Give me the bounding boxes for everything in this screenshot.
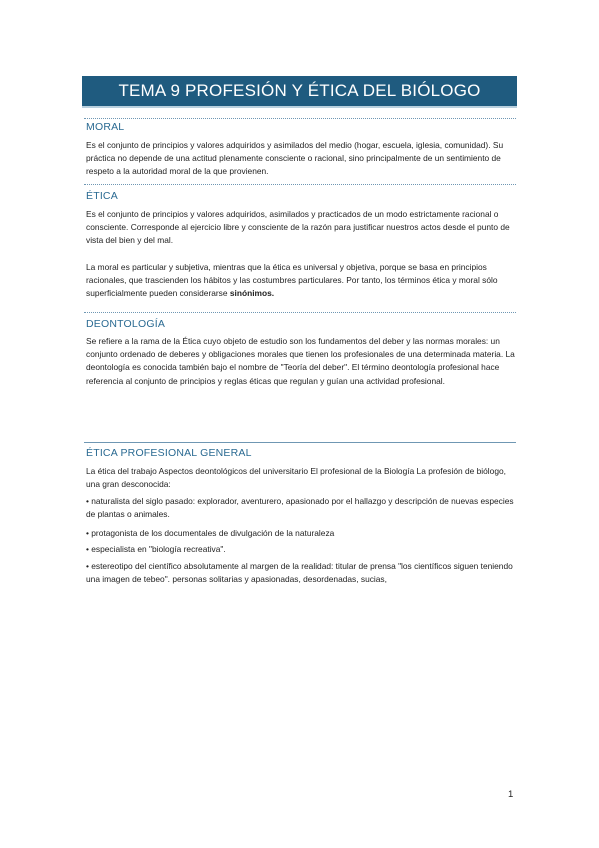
list-item: • estereotipo del científico absolutamente al margen de la realidad: titular de prensa "los científicos siguen teniendo una imagen de tebeo". personas solitarias y apasionadas, desordenadas, sucias, <box>86 561 513 585</box>
list-item: • naturalista del siglo pasado: explorador, aventurero, apasionado por el hallazgo y descripción de nuevas especies de plantas o animales. <box>86 496 514 520</box>
etica-paragraph: Es el conjunto de principios y valores adquiridos, asimilados y practicados de un modo estrictamente racional o consciente. Corresponde al ejercicio libre y consciente de la razón para justificar nuestros actos desde el punto de vista del bien y del mal. <box>86 209 510 246</box>
list-item: • protagonista de los documentales de divulgación de la naturaleza <box>86 528 335 538</box>
section-heading-moral: MORAL <box>86 121 125 133</box>
deontologia-paragraph: Se refiere a la rama de la Ética cuyo objeto de estudio son los fundamentos del deber y las normas morales: un conjunto ordenado de deberes y obligaciones morales que tienen los profesionales de una determinada materia. La deontología es conocida también bajo el nombre de "Teoría del deber". El término deontología profesional hace referencia al conjunto de principios y reglas éticas que regulan y guían una actividad profesional. <box>86 336 515 386</box>
divider <box>84 118 516 119</box>
divider <box>84 442 516 443</box>
page-number: 1 <box>508 789 514 800</box>
section-heading-etica: ÉTICA <box>86 190 118 202</box>
moral-paragraph: Es el conjunto de principios y valores adquiridos y asimilados del medio (hogar, escuela, iglesia, comunidad). Su práctica no depende de una actitud plenamente consciente o racional, sino principalmente de un sentimiento de respeto a la autoridad moral de la que provienen. <box>86 140 504 177</box>
section-heading-deontologia: DEONTOLOGÍA <box>86 318 166 330</box>
emphasis-synonyms: sinónimos. <box>229 288 275 299</box>
etica-comparison-paragraph <box>86 261 516 301</box>
divider <box>84 184 516 185</box>
list-item: • especialista en "biología recreativa". <box>86 544 226 554</box>
section-heading-etica-profesional: ÉTICA PROFESIONAL GENERAL <box>86 447 252 459</box>
etica-comparison-text: La moral es particular y subjetiva, mientras que la ética es universal y objetiva, porque se basa en principios racionales, que trascienden los hábitos y las costumbres particulares. Por tanto, los términos ética y moral sólo superficialmente pueden considerarse <box>86 262 498 299</box>
divider <box>84 312 516 313</box>
page-title: TEMA 9 PROFESIÓN Y ÉTICA DEL BIÓLOGO <box>118 81 481 100</box>
title-banner <box>82 76 517 108</box>
etica-profesional-intro: La ética del trabajo Aspectos deontológicos del universitario El profesional de la Biología La profesión de biólogo, una gran desconocida: <box>86 466 506 490</box>
